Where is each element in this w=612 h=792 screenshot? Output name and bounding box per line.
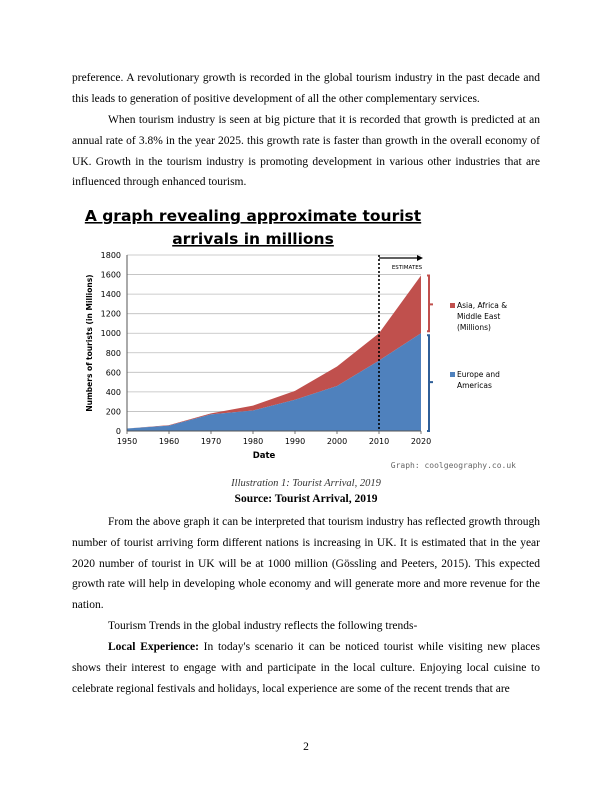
local-experience-text: In today's scenario it can be noticed tourist while visiting new places shows their interest to engage with and participate in the local culture. Enjoying local cuisine to celebrate regional festivals and holidays, local experience are some of the recent trends that are (72, 641, 540, 695)
y-tick-label: 800 (105, 348, 121, 358)
paragraph-3: From the above graph it can be interpreted that tourism industry has reflected growth through number of tourist arriving form different nations is increasing in UK. It is estimated that in the year 2020 number of tourist in UK will be at 1000 million (Gössling and Peeters, 2015). This expected growth rate will help in developing whole economy and will generate more and more revenue for the nation. (72, 516, 540, 612)
paragraph-2: When tourism industry is seen at big picture that it is recorded that growth is predicted at an annual rate of 3.8% in the year 2025. this growth rate is faster than growth in the overall economy of UK. Growth in the tourism industry is promoting development in various other industries that are influenced through enhanced tourism. (72, 114, 540, 189)
legend-label-asia: (Millions) (457, 323, 491, 332)
tourist-arrivals-chart (78, 202, 528, 484)
legend-swatch-asia (450, 303, 455, 308)
y-tick-label: 1800 (100, 251, 121, 260)
paragraph-4: Tourism Trends in the global industry reflects the following trends- (108, 620, 418, 632)
chart-svg (78, 202, 528, 484)
chart-title-line-2: arrivals in millions (172, 230, 334, 248)
legend-label-europe: Europe and (457, 370, 500, 379)
x-tick-label: 2000 (326, 437, 348, 446)
illustration-caption: Illustration 1: Tourist Arrival, 2019 (231, 478, 381, 488)
y-tick-label: 1600 (100, 270, 121, 280)
europe-brace (427, 335, 433, 431)
y-tick-label: 400 (105, 387, 121, 397)
local-experience-label: Local Experience: (108, 641, 199, 653)
y-tick-label: 600 (105, 368, 121, 378)
page-number: 2 (303, 741, 309, 753)
chart-title-line-1: A graph revealing approximate tourist (84, 207, 422, 225)
source-caption: Source: Tourist Arrival, 2019 (234, 493, 378, 505)
legend-label-europe: Americas (457, 381, 492, 390)
legend-swatch-europe (450, 372, 455, 377)
x-tick-label: 1950 (116, 437, 138, 446)
y-tick-label: 1200 (100, 309, 121, 319)
x-axis-label: Date (252, 451, 276, 461)
y-tick-label: 200 (105, 407, 121, 417)
y-tick-label: 0 (115, 427, 121, 436)
x-tick-label: 2020 (410, 437, 432, 446)
x-tick-label: 1970 (200, 437, 222, 446)
y-tick-label: 1000 (100, 329, 121, 339)
asia-brace (427, 276, 433, 332)
y-axis-label: Numbers of tourists (in Millions) (85, 274, 94, 412)
legend-label-asia: Asia, Africa & (457, 301, 508, 310)
y-tick-label: 1400 (100, 290, 121, 300)
x-tick-label: 1990 (284, 437, 306, 446)
x-tick-label: 2010 (368, 437, 390, 446)
estimates-arrow-head (417, 255, 423, 261)
graph-source-note: Graph: coolgeography.co.uk (390, 461, 516, 470)
x-tick-label: 1980 (242, 437, 264, 446)
paragraph-1: preference. A revolutionary growth is recorded in the global tourism industry in the past decade and this leads to generation of positive development of all the other complementary services. (72, 72, 540, 105)
x-tick-label: 1960 (158, 437, 180, 446)
legend-label-asia: Middle East (457, 312, 501, 321)
paragraph-5 (72, 637, 540, 699)
estimates-label: ESTIMATES (391, 265, 423, 271)
